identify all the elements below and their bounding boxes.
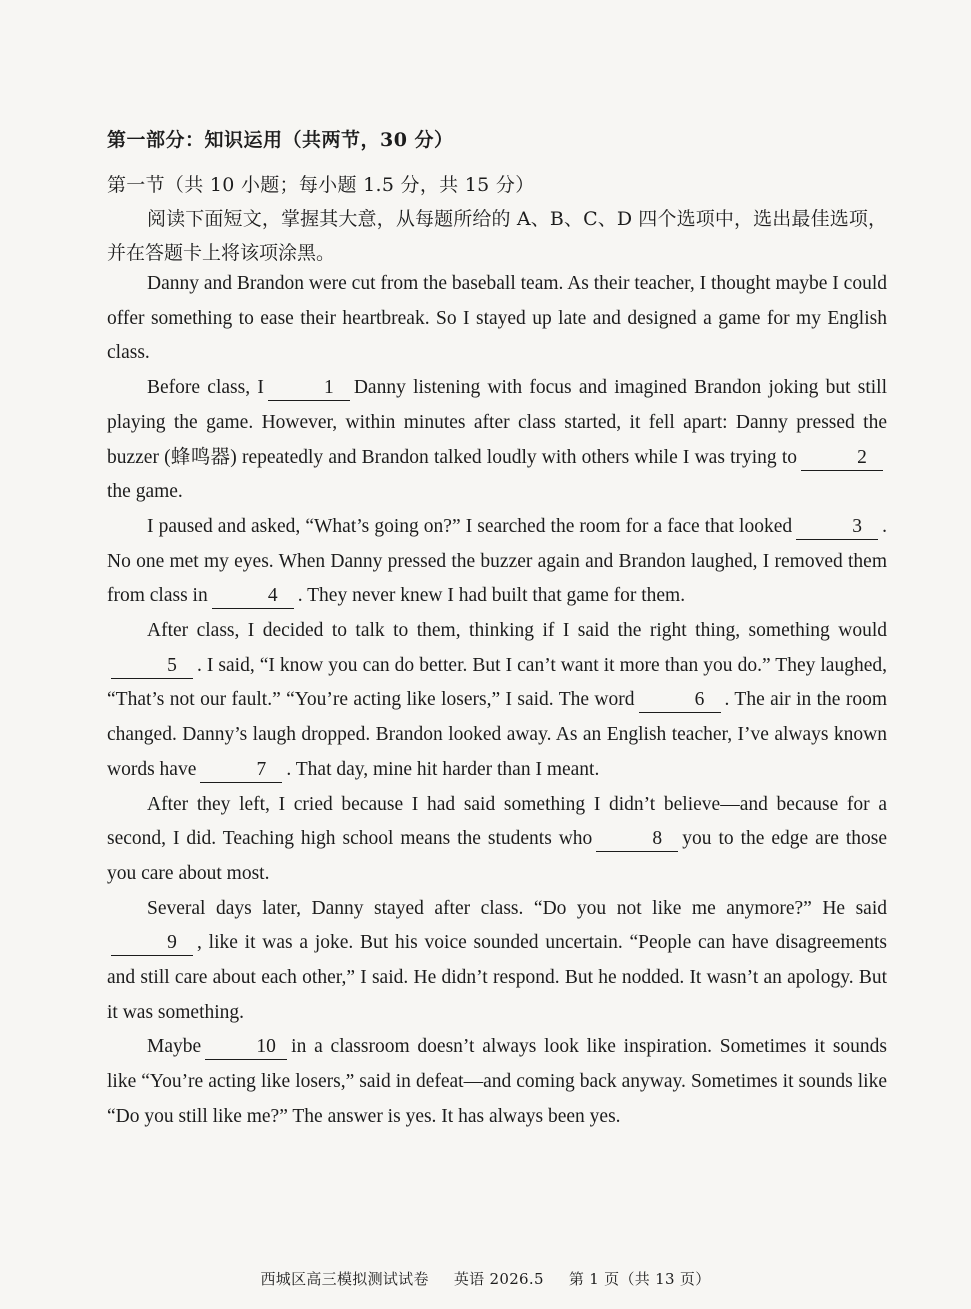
- paragraph-text: After they left, I cried because I had said something I didn’t believe—and because for a second, I did. Teaching high school means the students who: [107, 793, 887, 850]
- paragraph-text: Before class, I: [147, 377, 264, 399]
- blank-3: 3: [796, 515, 878, 540]
- footer-exam-name: 西城区高三模拟测试试卷: [260, 1270, 429, 1288]
- paragraph-text: Danny listening with focus and imagined Brandon joking but still playing the game. However, within minutes after class started, it fell apart: Danny pressed the buzzer (蜂鸣器) repeatedly and Brandon talked loudly with others while I was trying to: [107, 377, 887, 468]
- blank-7: 7: [200, 758, 282, 783]
- paragraph-1: [107, 267, 887, 371]
- paragraph-2: [107, 371, 887, 510]
- paragraph-text: . I said, “I know you can do better. But I can’t want it more than you do.” They laughed, “That’s not our fault.” “You’re acting like losers,” I said. The word: [107, 654, 887, 711]
- blank-2: 2: [801, 446, 883, 471]
- paragraph-5: [107, 788, 887, 892]
- paragraph-text: Danny and Brandon were cut from the baseball team. As their teacher, I thought maybe I could offer something to ease their heartbreak. So I stayed up late and designed a game for my English class.: [107, 273, 887, 364]
- blank-6: 6: [639, 688, 721, 713]
- blank-1: 1: [268, 376, 350, 401]
- blank-9: 9: [111, 931, 193, 956]
- paragraph-text: . They never knew I had built that game for them.: [297, 585, 686, 607]
- footer-page-number: 第 1 页（共 13 页）: [568, 1270, 711, 1288]
- paragraph-text: Maybe: [147, 1036, 202, 1058]
- paragraph-text: , like it was a joke. But his voice sounded uncertain. “People can have disagreements and still care about each other,” I said. He didn’t respond. But he nodded. It wasn’t an apology. But it was something.: [107, 932, 887, 1023]
- cloze-passage: [107, 267, 887, 1135]
- blank-10: 10: [205, 1035, 287, 1060]
- paragraph-3: [107, 510, 887, 614]
- subsection-title: 第一节（共 10 小题；每小题 1.5 分，共 15 分）: [107, 174, 535, 196]
- blank-4: 4: [212, 584, 294, 609]
- paragraph-6: [107, 892, 887, 1031]
- section-title: 第一部分：知识运用（共两节，30 分）: [107, 129, 454, 151]
- paragraph-text: After class, I decided to talk to them, thinking if I said the right thing, something would: [147, 620, 887, 642]
- paragraph-text: I paused and asked, “What’s going on?” I searched the room for a face that looked: [147, 515, 793, 537]
- paragraph-text: . No one met my eyes. When Danny pressed the buzzer again and Brandon laughed, I removed them from class in: [107, 515, 887, 607]
- paragraph-text: . That day, mine hit harder than I meant.: [286, 758, 600, 780]
- blank-5: 5: [111, 654, 193, 679]
- paragraph-7: [107, 1030, 887, 1134]
- paragraph-text: in a classroom doesn’t always look like inspiration. Sometimes it sounds like “You’re acting like losers,” said in defeat—and coming back anyway. Sometimes it sounds like “Do you still like me?” The answer is yes. It has always been yes.: [107, 1036, 887, 1127]
- paragraph-4: [107, 614, 887, 788]
- paragraph-text: Several days later, Danny stayed after class. “Do you not like me anymore?” He said: [147, 897, 887, 919]
- instructions: 阅读下面短文，掌握其大意，从每题所给的 A、B、C、D 四个选项中，选出最佳选项，并在答题卡上将该项涂黑。: [107, 208, 887, 264]
- paragraph-text: you to the edge are those you care about most.: [107, 828, 887, 884]
- paragraph-text: . The air in the room changed. Danny’s laugh dropped. Brandon looked away. As an English teacher, I’ve always known words have: [107, 689, 887, 780]
- page-footer: [0, 1268, 971, 1289]
- paragraph-text: the game.: [107, 481, 183, 503]
- footer-subject: 英语 2026.5: [453, 1270, 544, 1288]
- blank-8: 8: [596, 827, 678, 852]
